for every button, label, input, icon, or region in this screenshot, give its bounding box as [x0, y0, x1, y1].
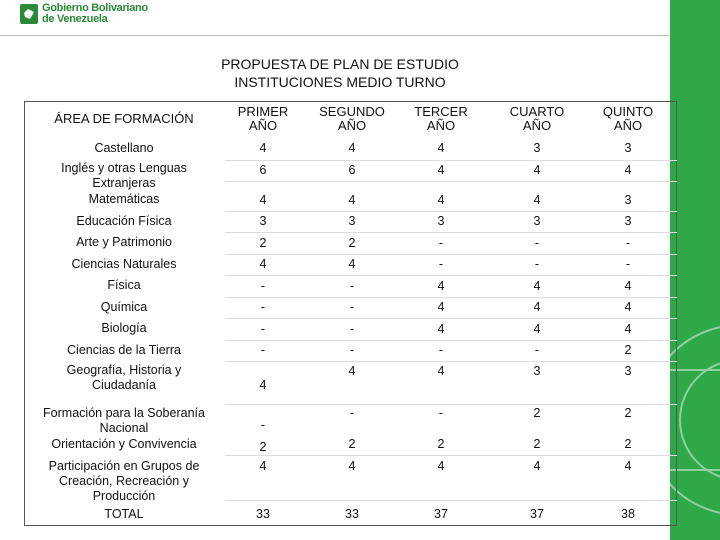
table-cell: 2 [533, 406, 541, 420]
row-divider [225, 232, 677, 233]
table-cell: 4 [259, 459, 267, 473]
year-header-line: AÑO [522, 118, 552, 133]
area-name-line: Química [100, 300, 148, 314]
table-cell: 3 [533, 364, 541, 378]
area-name [29, 507, 219, 522]
area-name [29, 278, 219, 293]
row-divider [225, 404, 677, 405]
area-name-line: Orientación y Convivencia [51, 437, 197, 451]
table-cell: - [438, 257, 444, 271]
year-header-line: SEGUNDO [319, 104, 385, 119]
area-name-line: Inglés y otras Lenguas [61, 161, 187, 175]
table-cell: 3 [348, 214, 356, 228]
area-name [29, 459, 219, 504]
table-cell: - [260, 322, 266, 336]
table-cell: - [260, 279, 266, 293]
table-cell: 4 [437, 364, 445, 378]
area-name [29, 214, 219, 229]
header-divider [0, 35, 670, 36]
table-cell: 4 [437, 322, 445, 336]
row-divider [225, 254, 677, 255]
table-cell: 4 [259, 193, 267, 207]
table-cell: 4 [624, 322, 632, 336]
table-cell: 3 [624, 193, 632, 207]
area-name-line: Castellano [94, 141, 154, 155]
table-cell: 4 [437, 141, 445, 155]
row-divider [225, 275, 677, 276]
table-cell: - [625, 257, 631, 271]
table-cell: 2 [348, 437, 356, 451]
area-name-line: Arte y Patrimonio [76, 235, 172, 249]
table-cell: 2 [259, 440, 267, 454]
table-cell: 4 [348, 257, 356, 271]
globe-graphic [670, 300, 720, 540]
table-cell: 2 [624, 343, 632, 357]
year-header [583, 105, 673, 133]
table-cell: 4 [437, 300, 445, 314]
table-cell: - [260, 300, 266, 314]
area-name-line: Creación, Recreación y [59, 474, 189, 488]
area-name [29, 300, 219, 315]
row-divider [225, 361, 677, 362]
row-divider [225, 340, 677, 341]
table-cell: 4 [259, 257, 267, 271]
table-cell: 4 [533, 459, 541, 473]
table-cell: 4 [348, 193, 356, 207]
table-cell: 3 [624, 214, 632, 228]
table-cell: 2 [348, 236, 356, 250]
table-cell: 4 [437, 193, 445, 207]
area-name-line: Física [107, 278, 141, 292]
table-cell: 2 [624, 406, 632, 420]
table-cell: 4 [533, 300, 541, 314]
area-name-line: Extranjeras [92, 176, 156, 190]
table-cell: - [349, 300, 355, 314]
table-cell: - [438, 406, 444, 420]
page-title [160, 55, 520, 91]
table-cell: 3 [533, 141, 541, 155]
table-cell: 4 [624, 300, 632, 314]
table-cell: 4 [437, 459, 445, 473]
year-header-line: TERCER [414, 104, 468, 119]
table-cell: 4 [437, 163, 445, 177]
table-cell: 4 [348, 364, 356, 378]
area-name [29, 363, 219, 393]
table-cell: 4 [624, 279, 632, 293]
table-cell: 33 [256, 507, 270, 521]
year-header-line: PRIMER [237, 104, 289, 119]
row-divider [225, 211, 677, 212]
year-header [396, 105, 486, 133]
year-header-line: CUARTO [509, 104, 565, 119]
year-header-line: AÑO [426, 118, 456, 133]
table-cell: 4 [624, 459, 632, 473]
table-cell: 37 [434, 507, 448, 521]
table-cell: 3 [624, 364, 632, 378]
table-cell: 4 [533, 322, 541, 336]
area-name [29, 406, 219, 436]
table-cell: 3 [533, 214, 541, 228]
year-header-line: AÑO [248, 118, 278, 133]
row-divider [225, 500, 677, 501]
table-cell: 6 [348, 163, 356, 177]
area-name [29, 161, 219, 191]
area-name [29, 235, 219, 250]
title-line-1: PROPUESTA DE PLAN DE ESTUDIO [221, 56, 459, 72]
table-cell: - [534, 343, 540, 357]
table-cell: - [438, 343, 444, 357]
area-name [29, 321, 219, 336]
table-cell: 2 [533, 437, 541, 451]
table-cell: 2 [624, 437, 632, 451]
area-name-line: Ciencias de la Tierra [67, 343, 181, 357]
area-name [29, 437, 219, 452]
table-cell: - [438, 236, 444, 250]
table-cell: - [349, 343, 355, 357]
year-header-line: AÑO [337, 118, 367, 133]
area-name-line: TOTAL [104, 507, 144, 521]
title-line-2: INSTITUCIONES MEDIO TURNO [234, 74, 446, 90]
table-cell: - [349, 279, 355, 293]
area-name-line: Geografía, Historia y [66, 363, 182, 377]
area-name-line: Participación en Grupos de [48, 459, 200, 473]
table-cell: 4 [533, 163, 541, 177]
table-cell: 4 [437, 279, 445, 293]
year-header-line: QUINTO [602, 104, 654, 119]
area-name-line: Biología [101, 321, 147, 335]
table-cell: 3 [437, 214, 445, 228]
table-cell: 4 [624, 163, 632, 177]
table-cell: 3 [624, 141, 632, 155]
year-header [307, 105, 397, 133]
area-name-line: Matemáticas [88, 192, 160, 206]
row-divider [225, 181, 677, 182]
table-cell: 2 [437, 437, 445, 451]
area-name-line: Nacional [99, 421, 149, 435]
area-name-line: Educación Física [76, 214, 172, 228]
table-cell: - [349, 406, 355, 420]
year-header-line: AÑO [613, 118, 643, 133]
year-header [218, 105, 308, 133]
table-cell: 4 [348, 459, 356, 473]
year-header [492, 105, 582, 133]
area-name [29, 257, 219, 272]
table-cell: - [534, 236, 540, 250]
table-cell: 4 [259, 141, 267, 155]
logo-line-2: de Venezuela [42, 13, 108, 25]
venezuela-map-icon [20, 4, 38, 24]
area-name [29, 192, 219, 207]
government-logo [20, 3, 148, 25]
table-cell: 2 [259, 236, 267, 250]
table-cell: 6 [259, 163, 267, 177]
table-cell: - [534, 257, 540, 271]
table-cell: - [349, 322, 355, 336]
table-cell: 37 [530, 507, 544, 521]
area-name-line: Ciudadanía [92, 378, 156, 392]
logo-line-1: Gobierno Bolivariano [42, 2, 148, 14]
table-cell: 4 [259, 378, 267, 392]
area-name-line: Producción [92, 489, 156, 503]
table-cell: 4 [348, 141, 356, 155]
row-divider [225, 318, 677, 319]
table-cell: - [260, 343, 266, 357]
table-cell: 4 [533, 193, 541, 207]
area-name-line: Ciencias Naturales [71, 257, 177, 271]
decorative-side-band [670, 0, 720, 540]
table-cell: 4 [533, 279, 541, 293]
area-name [29, 343, 219, 358]
table-cell: - [260, 418, 266, 432]
table-cell: 38 [621, 507, 635, 521]
table-cell: 33 [345, 507, 359, 521]
row-divider [225, 160, 677, 161]
row-divider [225, 455, 677, 456]
row-divider [225, 297, 677, 298]
table-cell: 3 [259, 214, 267, 228]
table-cell: - [625, 236, 631, 250]
area-name [29, 141, 219, 156]
area-header: ÁREA DE FORMACIÓN [54, 111, 194, 126]
area-name-line: Formación para la Soberanía [43, 406, 205, 420]
